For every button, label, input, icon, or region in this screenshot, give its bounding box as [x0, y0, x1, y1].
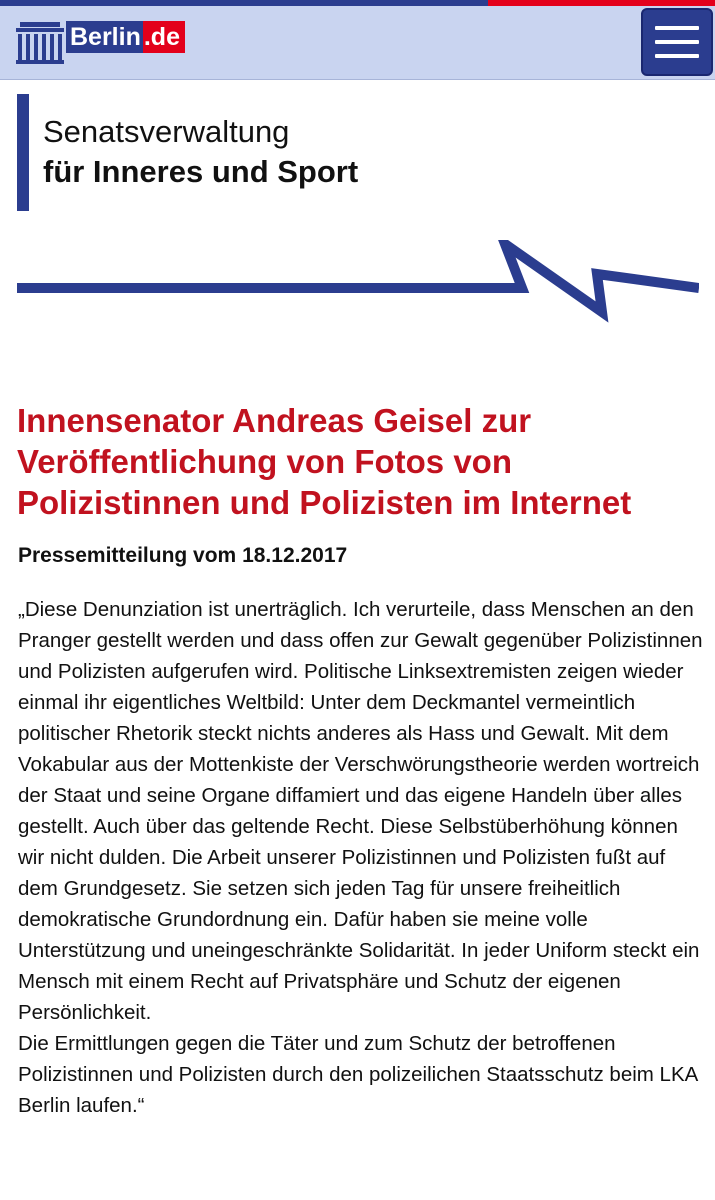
- brandenburg-gate-icon: [16, 20, 64, 64]
- berlin-logo-wordmark[interactable]: [66, 21, 185, 53]
- department-name-line1: Senatsverwaltung: [43, 114, 290, 149]
- logo-tld: .de: [143, 21, 185, 53]
- hamburger-menu-icon-bar: [655, 40, 699, 44]
- press-release-body: „Diese Denunziation ist unerträglich. Ich verurteile, dass Menschen an den Pranger gestellt werden und dass offen zur Gewalt gegenüber Polizistinnen und Polizisten aufgerufen wird. Politische Linksextremisten zeigen wieder einmal ihr eigentliches Weltbild: Unter dem Deckmantel vermeintlich politischer Rhetorik steckt nichts anderes als Hass und Gewalt. Mit dem Vokabular aus der Mottenkiste der Verschwörungstheorie werden wortreich der Staat und seine Organe diffamiert und das eigene Handeln über alles gestellt. Auch über das geltende Recht. Diese Selbstüberhöhung können wir nicht dulden. Die Arbeit unserer Polizistinnen und Polizisten fußt auf dem Grundgesetz. Sie setzen sich jeden Tag für unsere freiheitlich demokratische Grundordnung ein. Dafür haben sie meine volle Unterstützung und uneingeschränkte Solidarität. In jeder Uniform steckt ein Mensch mit einem Recht auf Privatsphäre und Schutz der eigenen Persönlichkeit. Die Ermittlungen gegen die Täter und zum Schutz der betroffenen Polizistinnen und Polizisten durch den polizeilichen Staatsschutz beim LKA Berlin laufen.“: [18, 598, 703, 1117]
- department-name-line2: für Inneres und Sport: [43, 154, 359, 189]
- site-header: [0, 6, 715, 80]
- press-release-date: Pressemitteilung vom 18.12.2017: [18, 544, 348, 567]
- department-heading[interactable]: [17, 94, 358, 211]
- hamburger-menu-icon: [655, 26, 699, 30]
- hamburger-menu-icon-bar: [655, 54, 699, 58]
- hamburger-menu-button[interactable]: [641, 8, 713, 76]
- logo-word: Berlin: [66, 21, 143, 53]
- press-release-title: Innensenator Andreas Geisel zur Veröffentlichung von Fotos von Polizistinnen und Polizisten im Internet: [17, 402, 632, 521]
- berlin-logo-link[interactable]: [16, 20, 64, 64]
- lightning-divider-icon: [17, 240, 699, 332]
